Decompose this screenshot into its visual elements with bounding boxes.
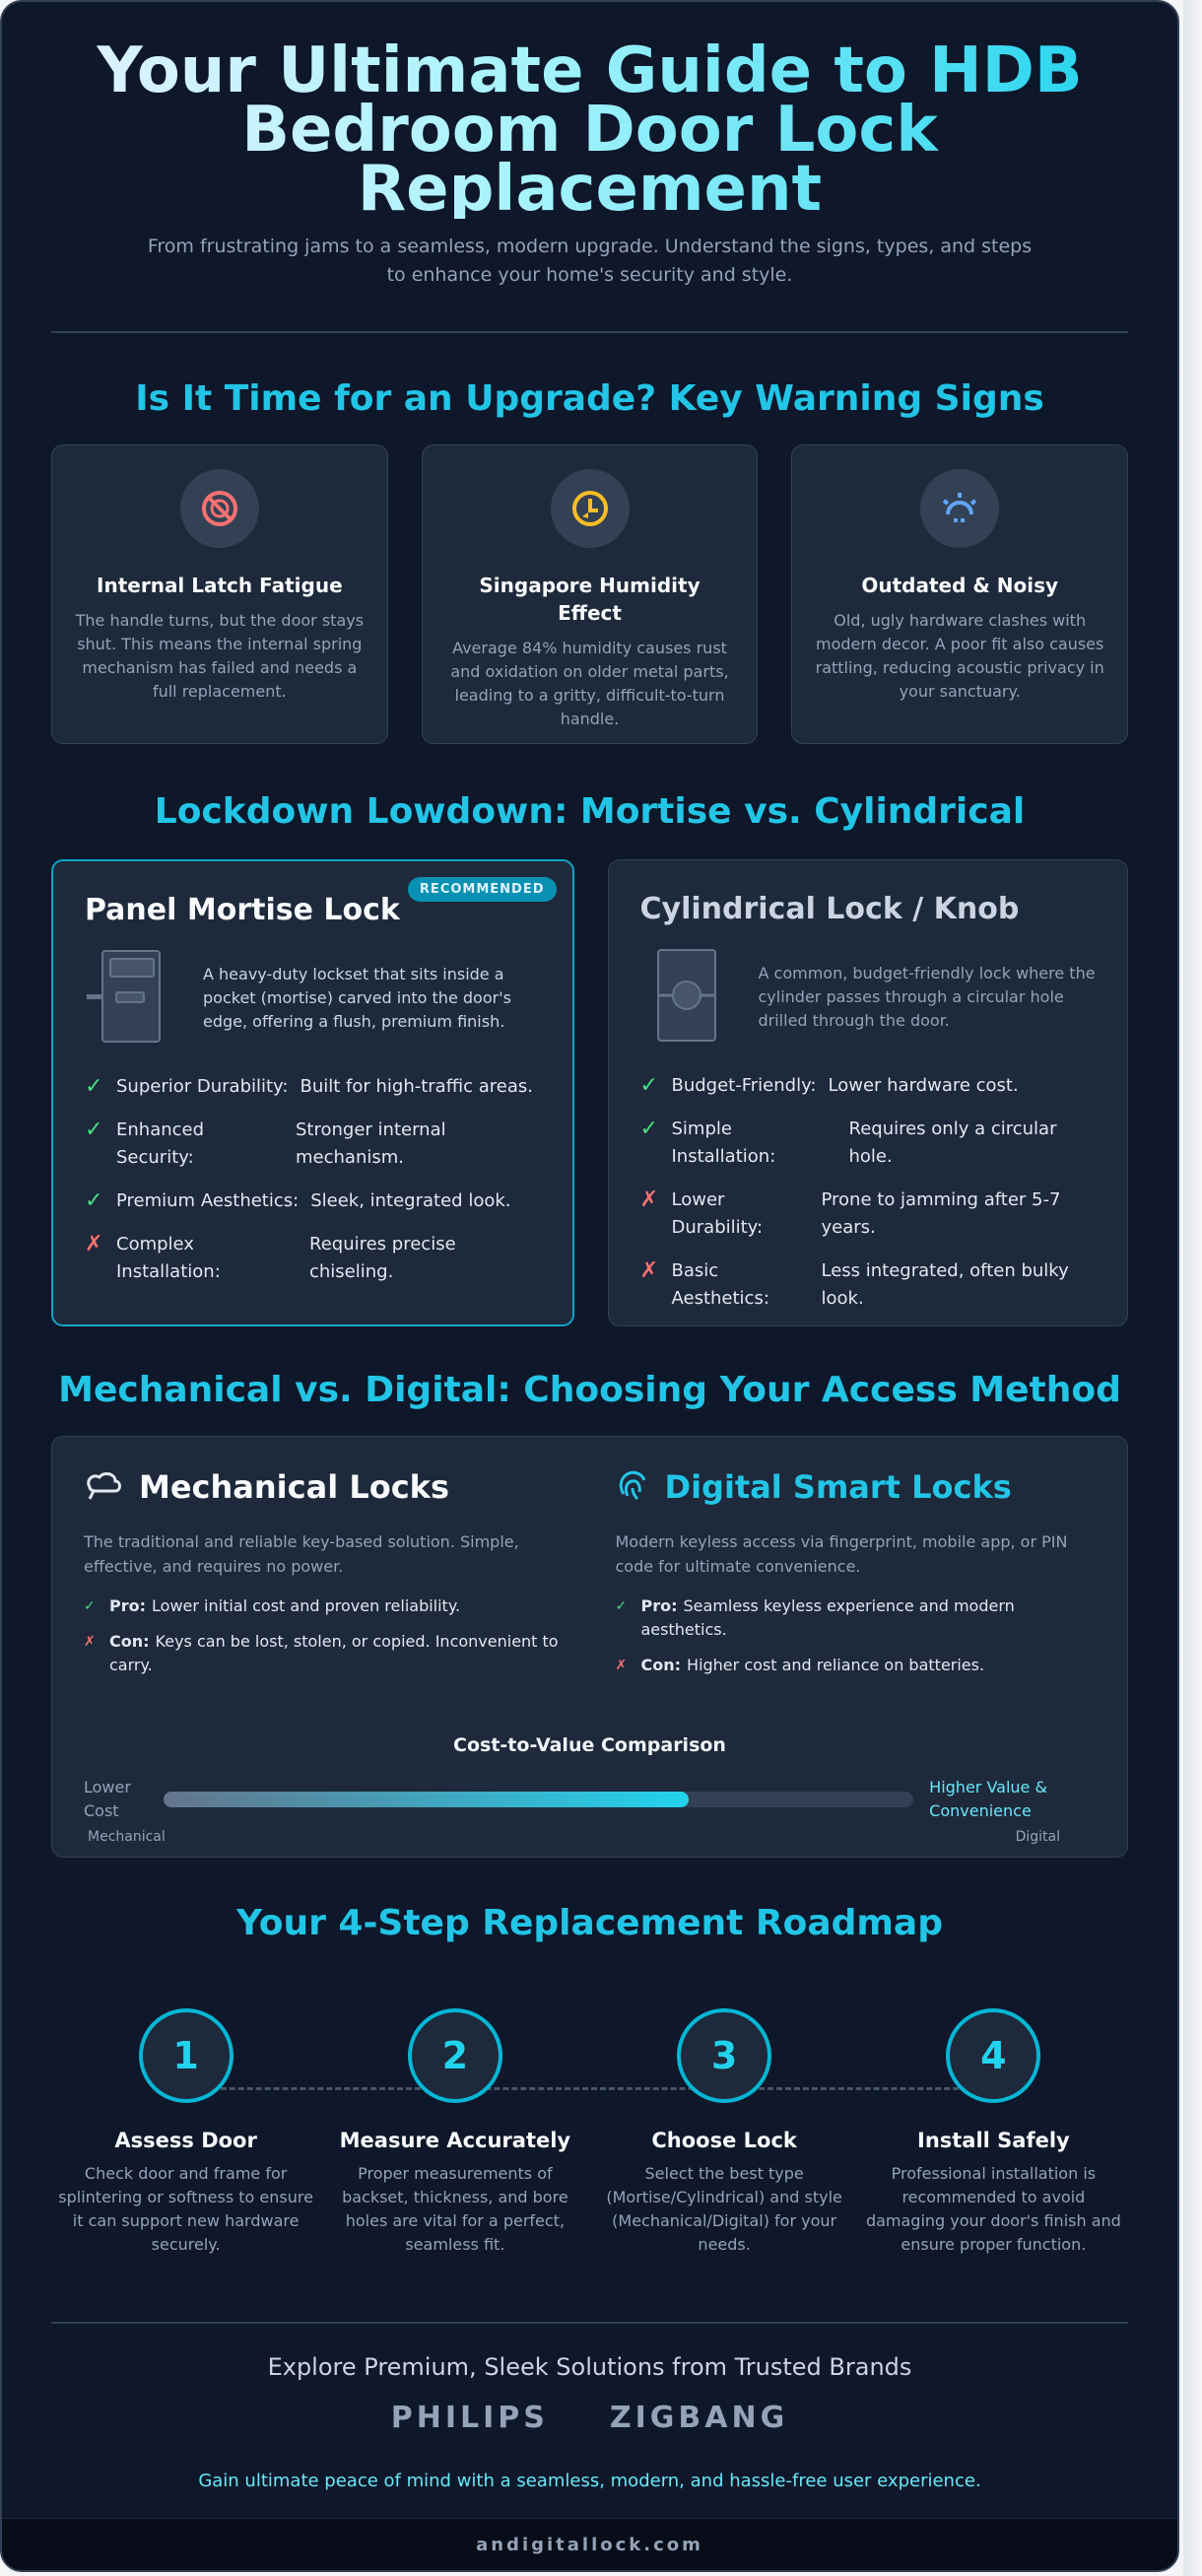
access-method-panel [51, 1436, 1128, 1858]
roadmap-step [859, 2008, 1128, 2257]
humidity-clock-icon [551, 469, 630, 548]
step-title: Measure Accurately [339, 2129, 571, 2152]
locks-section-title: Lockdown Lowdown: Mortise vs. Cylindrical [154, 791, 1026, 832]
mechanical-description: The traditional and reliable key-based solution. Simple, effective, and requires no power. [84, 1532, 519, 1576]
cylindrical-feature-list [640, 1072, 1097, 1313]
feature-desc: Lower hardware cost. [828, 1075, 1019, 1096]
feature-name: Simple Installation: [671, 1119, 776, 1167]
roadmap-steps [51, 2008, 1128, 2257]
no-entry-icon [180, 469, 259, 548]
roadmap-step [51, 2008, 320, 2257]
step-text: Proper measurements of backset, thickness, and bore holes are vital for a perfect, seamless fit. [342, 2164, 568, 2254]
brand-logo-zigbang: ZIGBANG [609, 2401, 789, 2435]
closing-tagline: Gain ultimate peace of mind with a seamless, modern, and hassle-free user experience. [198, 2471, 981, 2491]
warning-card-title: Internal Latch Fatigue [97, 574, 343, 597]
digital-column [616, 1468, 1097, 1689]
access-section-title: Mechanical vs. Digital: Choosing Your Access Method [58, 1370, 1121, 1410]
con-text: Keys can be lost, stolen, or copied. Inconvenient to carry. [109, 1632, 559, 1674]
check-icon: ✓ [85, 1074, 103, 1099]
check-icon: ✓ [84, 1598, 96, 1614]
digital-title: Digital Smart Locks [664, 1468, 1012, 1506]
feature-item [85, 1231, 541, 1286]
mechanical-column [84, 1468, 565, 1689]
feature-item [640, 1257, 1097, 1313]
comparison-fill [164, 1792, 689, 1807]
step-title: Assess Door [114, 2129, 257, 2152]
feature-item [640, 1186, 1097, 1242]
feature-desc: Less integrated, often bulky look. [821, 1260, 1069, 1309]
feature-desc: Requires precise chiseling. [309, 1234, 456, 1282]
page-subtitle: From frustrating jams to a seamless, modern upgrade. Understand the signs, types, and steps to enhance your home's security and style. [147, 236, 1033, 286]
cylindrical-lock-card [608, 859, 1129, 1326]
digital-con [616, 1654, 1097, 1677]
feature-name: Basic Aesthetics: [671, 1260, 769, 1309]
feature-item [85, 1117, 541, 1172]
mechanical-pro [84, 1594, 565, 1618]
mortise-lock-icon [85, 949, 164, 1048]
feature-name: Premium Aesthetics: [116, 1190, 300, 1211]
fingerprint-icon [616, 1468, 649, 1506]
step-number: 1 [139, 2008, 234, 2103]
feature-desc: Requires only a circular hole. [848, 1119, 1057, 1167]
step-text: Select the best type (Mortise/Cylindrical) and style (Mechanical/Digital) for your needs. [606, 2164, 842, 2254]
feature-item [85, 1187, 541, 1215]
check-icon: ✓ [615, 1598, 628, 1614]
warning-card-title: Singapore Humidity Effect [479, 574, 701, 625]
mortise-lock-description: A heavy-duty lockset that sits inside a pocket (mortise) carved into the door's edge, offering a flush, premium finish. [203, 965, 511, 1031]
pro-label: Pro: [109, 1596, 147, 1615]
step-number: 4 [946, 2008, 1040, 2103]
step-text: Professional installation is recommended to avoid damaging your door's finish and ensure proper function. [865, 2164, 1121, 2254]
warning-card [51, 444, 388, 744]
con-text: Higher cost and reliance on batteries. [687, 1656, 985, 1674]
check-icon: ✓ [85, 1188, 103, 1213]
mortise-feature-list [85, 1073, 541, 1286]
feature-name: Complex Installation: [116, 1234, 221, 1282]
warning-section-title: Is It Time for an Upgrade? Key Warning Signs [135, 378, 1044, 419]
feature-name: Superior Durability: [116, 1076, 289, 1097]
cross-icon: ✗ [615, 1658, 628, 1673]
sunset-icon [920, 469, 999, 548]
step-title: Install Safely [917, 2129, 1070, 2152]
check-icon: ✓ [639, 1073, 658, 1098]
footer-divider [51, 2322, 1128, 2324]
feature-item [640, 1116, 1097, 1171]
comparison-track [164, 1792, 913, 1807]
cylindrical-lock-icon [640, 948, 719, 1047]
pro-text: Lower initial cost and proven reliability. [152, 1596, 461, 1615]
warning-card-text: Average 84% humidity causes rust and oxidation on older metal parts, leading to a gritty, difficult-to-turn handle. [450, 639, 729, 728]
mortise-lock-card [51, 859, 574, 1326]
cross-icon: ✗ [85, 1232, 103, 1256]
higher-value-label: Higher Value & Convenience [929, 1778, 1047, 1820]
key-icon [84, 1469, 123, 1505]
cylindrical-lock-title: Cylindrical Lock / Knob [639, 892, 1020, 926]
site-url[interactable]: andigitallock.com [2, 2518, 1177, 2570]
con-label: Con: [109, 1632, 150, 1651]
warning-card [422, 444, 759, 744]
step-text: Check door and frame for splintering or softness to ensure it can support new hardware securely. [58, 2164, 313, 2254]
brand-logo-philips: PHILIPS [390, 2401, 549, 2435]
feature-item [640, 1072, 1097, 1100]
mechanical-title: Mechanical Locks [139, 1468, 449, 1506]
brands-heading: Explore Premium, Sleek Solutions from Trusted Brands [267, 2353, 912, 2381]
feature-desc: Prone to jamming after 5-7 years. [821, 1189, 1061, 1238]
mechanical-con [84, 1630, 565, 1677]
check-icon: ✓ [85, 1118, 103, 1142]
digital-pro [616, 1594, 1097, 1642]
feature-name: Budget-Friendly: [671, 1075, 817, 1096]
step-number: 3 [677, 2008, 771, 2103]
con-label: Con: [640, 1656, 682, 1674]
roadmap-step [590, 2008, 859, 2257]
comparison-title: Cost-to-Value Comparison [453, 1734, 726, 1756]
cross-icon: ✗ [84, 1634, 96, 1650]
cylindrical-lock-description: A common, budget-friendly lock where the cylinder passes through a circular hole drilled through the door. [758, 964, 1096, 1030]
roadmap-section-title: Your 4-Step Replacement Roadmap [236, 1903, 943, 1943]
page-title: Your Ultimate Guide to HDB Bedroom Door Lock Replacement [51, 2, 1128, 219]
feature-name: Enhanced Security: [116, 1119, 205, 1168]
step-number: 2 [408, 2008, 502, 2103]
feature-name: Lower Durability: [671, 1189, 764, 1238]
cross-icon: ✗ [639, 1187, 658, 1212]
feature-item [85, 1073, 541, 1101]
warning-card-text: The handle turns, but the door stays shut. This means the internal spring mechanism has failed and needs a full replacement. [75, 611, 365, 701]
header-divider [51, 331, 1128, 333]
warning-cards [51, 444, 1128, 744]
feature-desc: Stronger internal mechanism. [296, 1119, 446, 1168]
step-title: Choose Lock [651, 2129, 797, 2152]
recommended-badge: RECOMMENDED [408, 877, 557, 902]
lock-comparison [51, 859, 1128, 1326]
mortise-lock-title: Panel Mortise Lock [85, 893, 400, 927]
brand-list [51, 2401, 1128, 2435]
digital-end-label: Digital [1015, 1829, 1060, 1845]
pro-text: Seamless keyless experience and modern aesthetics. [640, 1596, 1015, 1639]
pro-label: Pro: [640, 1596, 678, 1615]
mechanical-end-label: Mechanical [88, 1829, 166, 1845]
cost-value-bar [84, 1776, 1096, 1823]
warning-card-title: Outdated & Noisy [861, 574, 1059, 597]
cross-icon: ✗ [639, 1258, 658, 1283]
feature-desc: Built for high-traffic areas. [300, 1076, 533, 1097]
digital-description: Modern keyless access via fingerprint, mobile app, or PIN code for ultimate convenience. [615, 1532, 1068, 1576]
page-edge-shadow [1183, 0, 1202, 2576]
warning-card-text: Old, ugly hardware clashes with modern decor. A poor fit also causes rattling, reducing acoustic privacy in your sanctuary. [815, 611, 1104, 701]
check-icon: ✓ [639, 1117, 658, 1141]
warning-card [791, 444, 1128, 744]
lower-cost-label: Lower Cost [84, 1778, 131, 1820]
feature-desc: Sleek, integrated look. [310, 1190, 511, 1211]
roadmap-step [320, 2008, 589, 2257]
